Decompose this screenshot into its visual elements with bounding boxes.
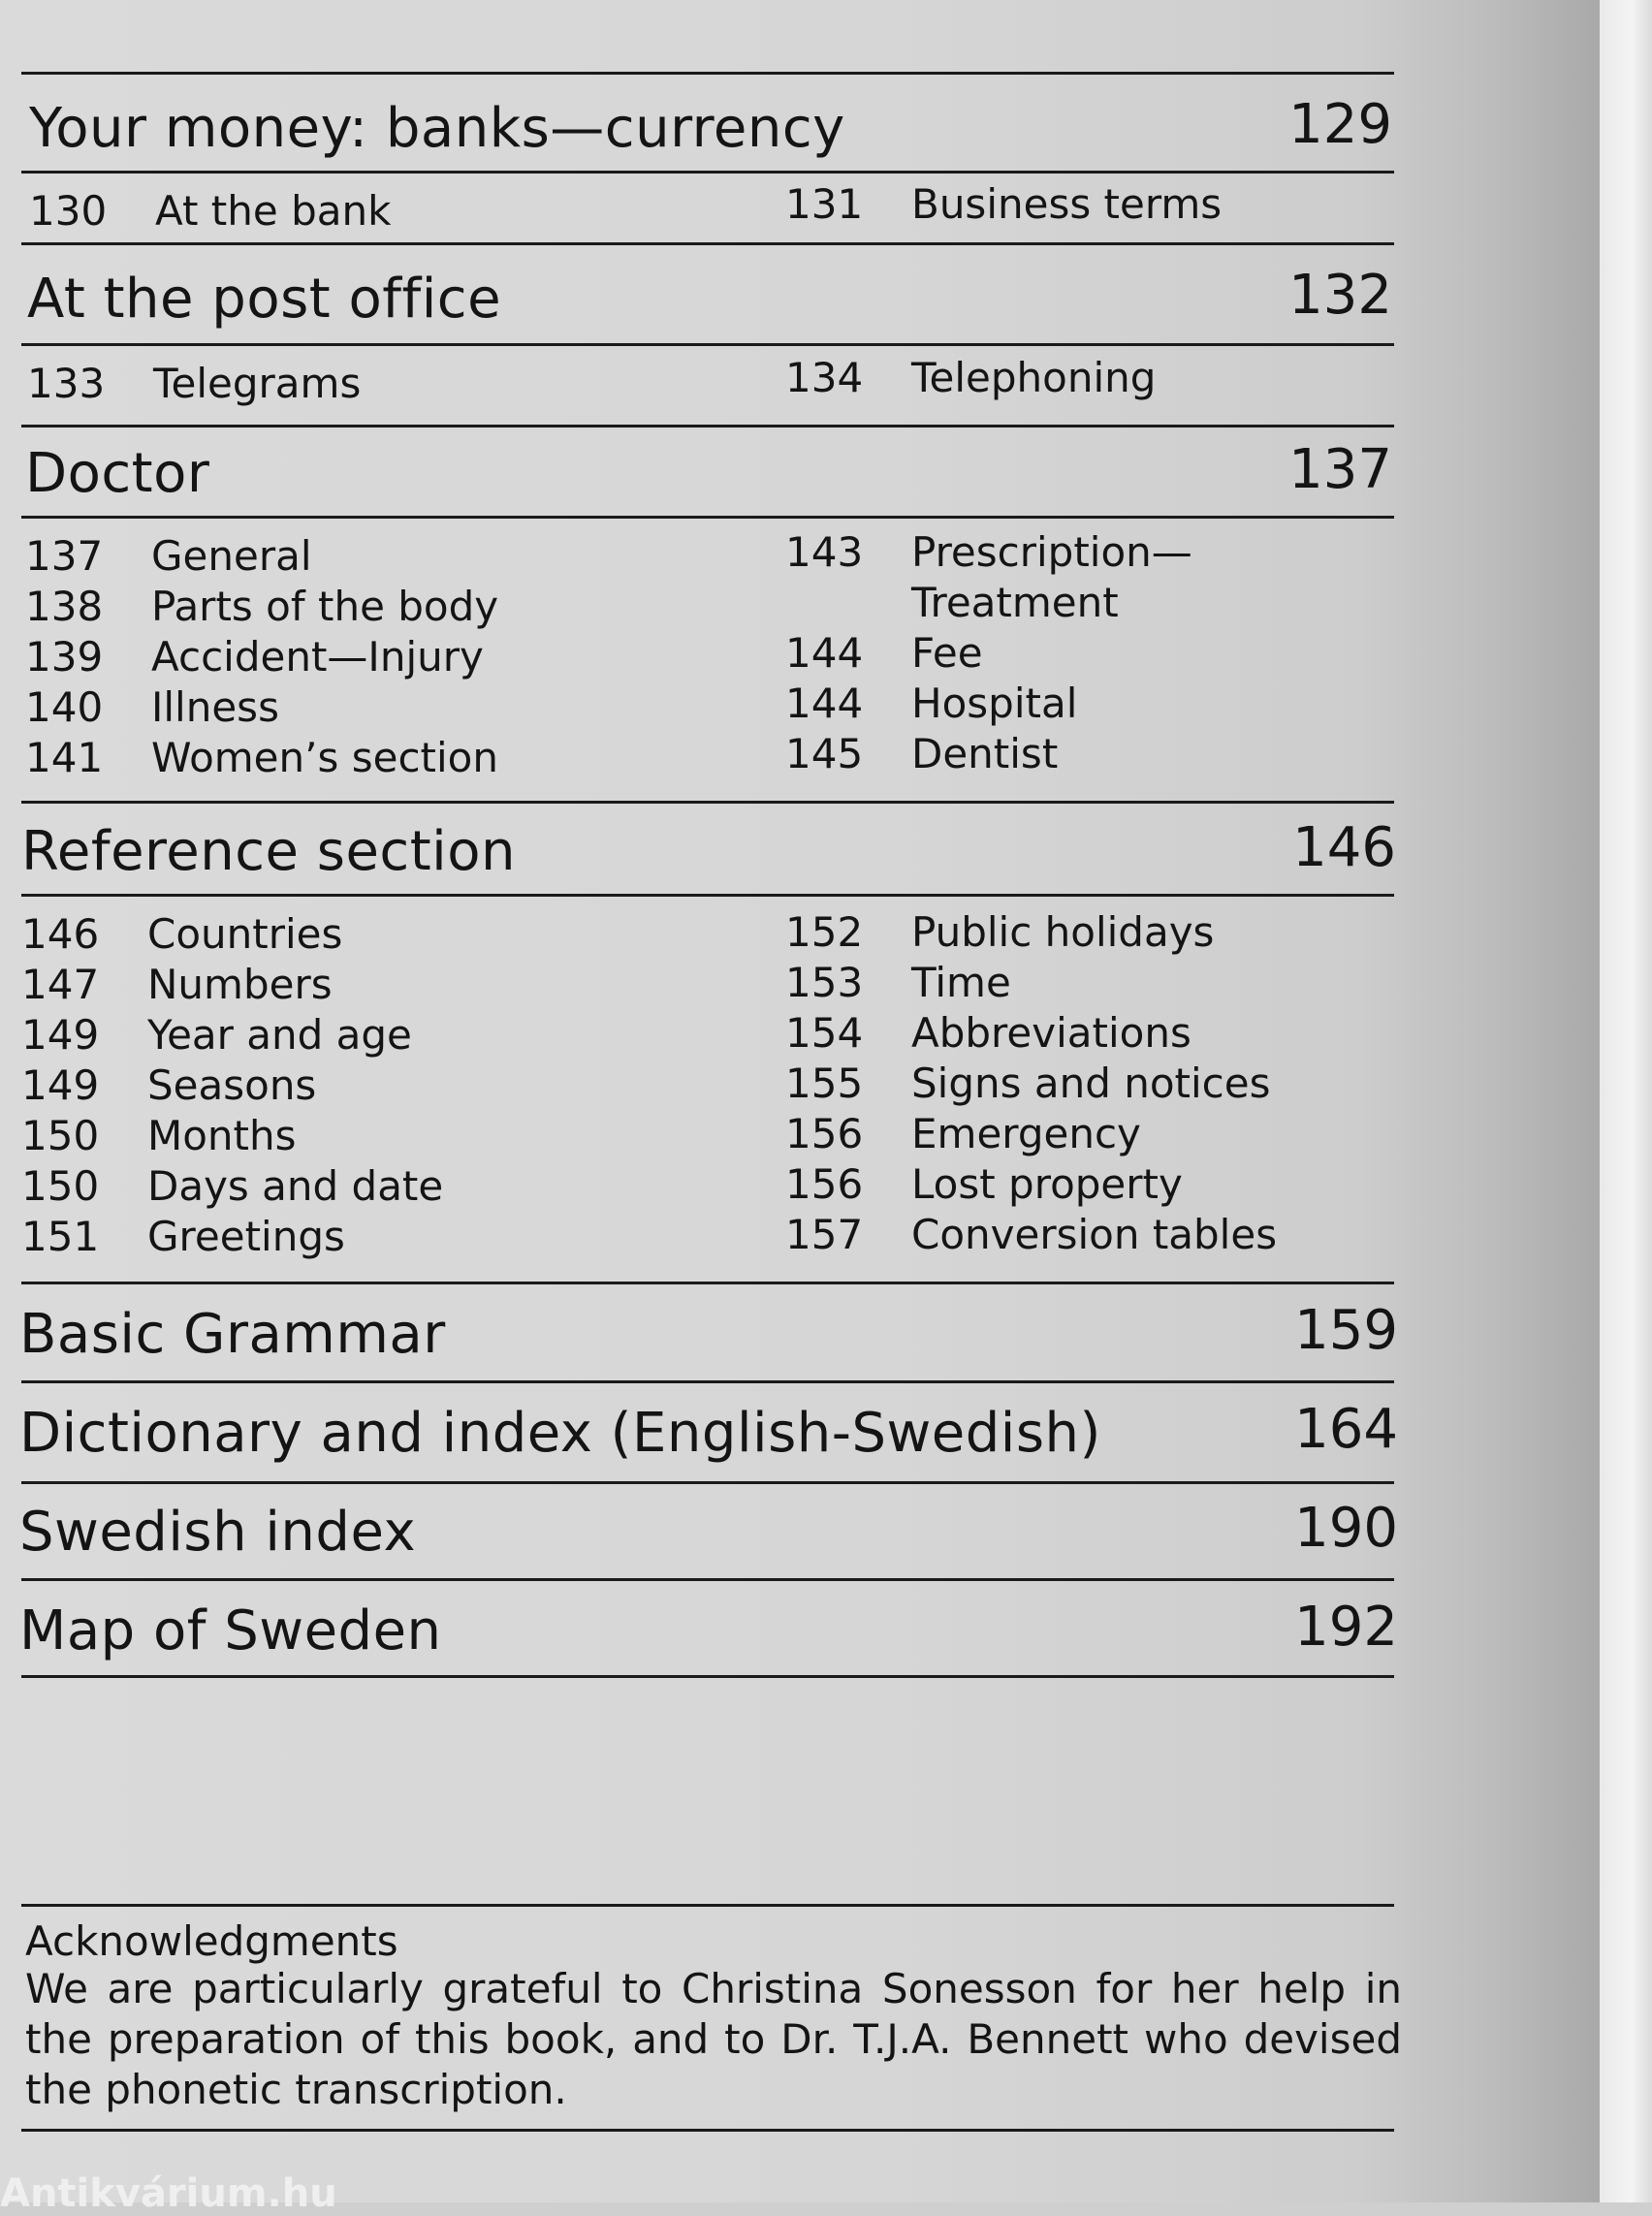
toc-item: 146 Countries [21, 910, 343, 958]
toc-item: Treatment [911, 579, 1119, 626]
divider [21, 2129, 1394, 2132]
section-title-money: Your money: banks—currency [29, 97, 845, 160]
toc-item: 144 Hospital [785, 680, 1078, 727]
toc-item: 145 Dentist [785, 730, 1059, 777]
section-title-doctor: Doctor [25, 442, 210, 505]
toc-item: 147 Numbers [21, 961, 333, 1008]
divider [21, 801, 1394, 804]
toc-item: 131 Business terms [785, 180, 1223, 228]
toc-item: 157 Conversion tables [785, 1211, 1278, 1258]
toc-item: 144 Fee [785, 629, 983, 677]
acknowledgments-text: We are particularly grateful to Christina Sonesson for her help in the preparation of this book, and to Dr. T.J.A. Bennett who devised the phonetic transcription. [25, 1965, 1402, 2113]
section-page-map: 192 [1294, 1596, 1398, 1659]
section-title-dictionary: Dictionary and index (English-Swedish) [19, 1402, 1101, 1465]
toc-item: 139 Accident—Injury [25, 633, 484, 681]
divider [21, 894, 1394, 897]
section-page-post: 132 [1288, 264, 1392, 327]
toc-item: 156 Emergency [785, 1110, 1141, 1157]
section-title-swedish-index: Swedish index [19, 1501, 417, 1564]
section-page-dictionary: 164 [1294, 1398, 1398, 1461]
toc-item: 153 Time [785, 959, 1011, 1006]
divider [21, 1282, 1394, 1284]
toc-item: 140 Illness [25, 683, 279, 731]
section-title-grammar: Basic Grammar [19, 1303, 446, 1366]
section-page-doctor: 137 [1288, 438, 1392, 501]
toc-item: 155 Signs and notices [785, 1060, 1271, 1107]
toc-item: 149 Year and age [21, 1011, 412, 1059]
acknowledgments-heading: Acknowledgments [25, 1917, 398, 1965]
divider [21, 171, 1394, 174]
divider [21, 516, 1394, 519]
divider [21, 1904, 1394, 1907]
section-page-money: 129 [1288, 93, 1392, 156]
toc-item: 138 Parts of the body [25, 583, 499, 630]
divider [21, 343, 1394, 346]
watermark: Antikvárium.hu [0, 2171, 337, 2216]
toc-item: 143 Prescription— [785, 528, 1192, 576]
divider [21, 1481, 1394, 1484]
section-title-reference: Reference section [21, 820, 516, 883]
divider [21, 1380, 1394, 1383]
toc-item: 156 Lost property [785, 1160, 1183, 1208]
toc-item: 137 General [25, 532, 312, 580]
divider [21, 1578, 1394, 1581]
toc-item: 133 Telegrams [27, 360, 362, 407]
toc-item: 134 Telephoning [785, 354, 1157, 401]
toc-item: 152 Public holidays [785, 908, 1215, 956]
toc-item: 151 Greetings [21, 1213, 345, 1260]
toc-item: 130 At the bank [29, 187, 392, 235]
toc-item: 150 Months [21, 1112, 297, 1159]
divider [21, 1675, 1394, 1678]
toc-item: 150 Days and date [21, 1162, 444, 1210]
section-page-swedish-index: 190 [1294, 1497, 1398, 1560]
divider [21, 72, 1394, 75]
book-spine-edge [1600, 0, 1652, 2202]
toc-item: 149 Seasons [21, 1061, 317, 1109]
section-page-reference: 146 [1292, 816, 1396, 879]
toc-item: 154 Abbreviations [785, 1009, 1191, 1057]
toc-item: 141 Women’s section [25, 734, 498, 781]
section-title-post: At the post office [27, 268, 502, 331]
section-page-grammar: 159 [1294, 1299, 1398, 1362]
divider [21, 242, 1394, 245]
divider [21, 425, 1394, 427]
section-title-map: Map of Sweden [19, 1599, 442, 1662]
